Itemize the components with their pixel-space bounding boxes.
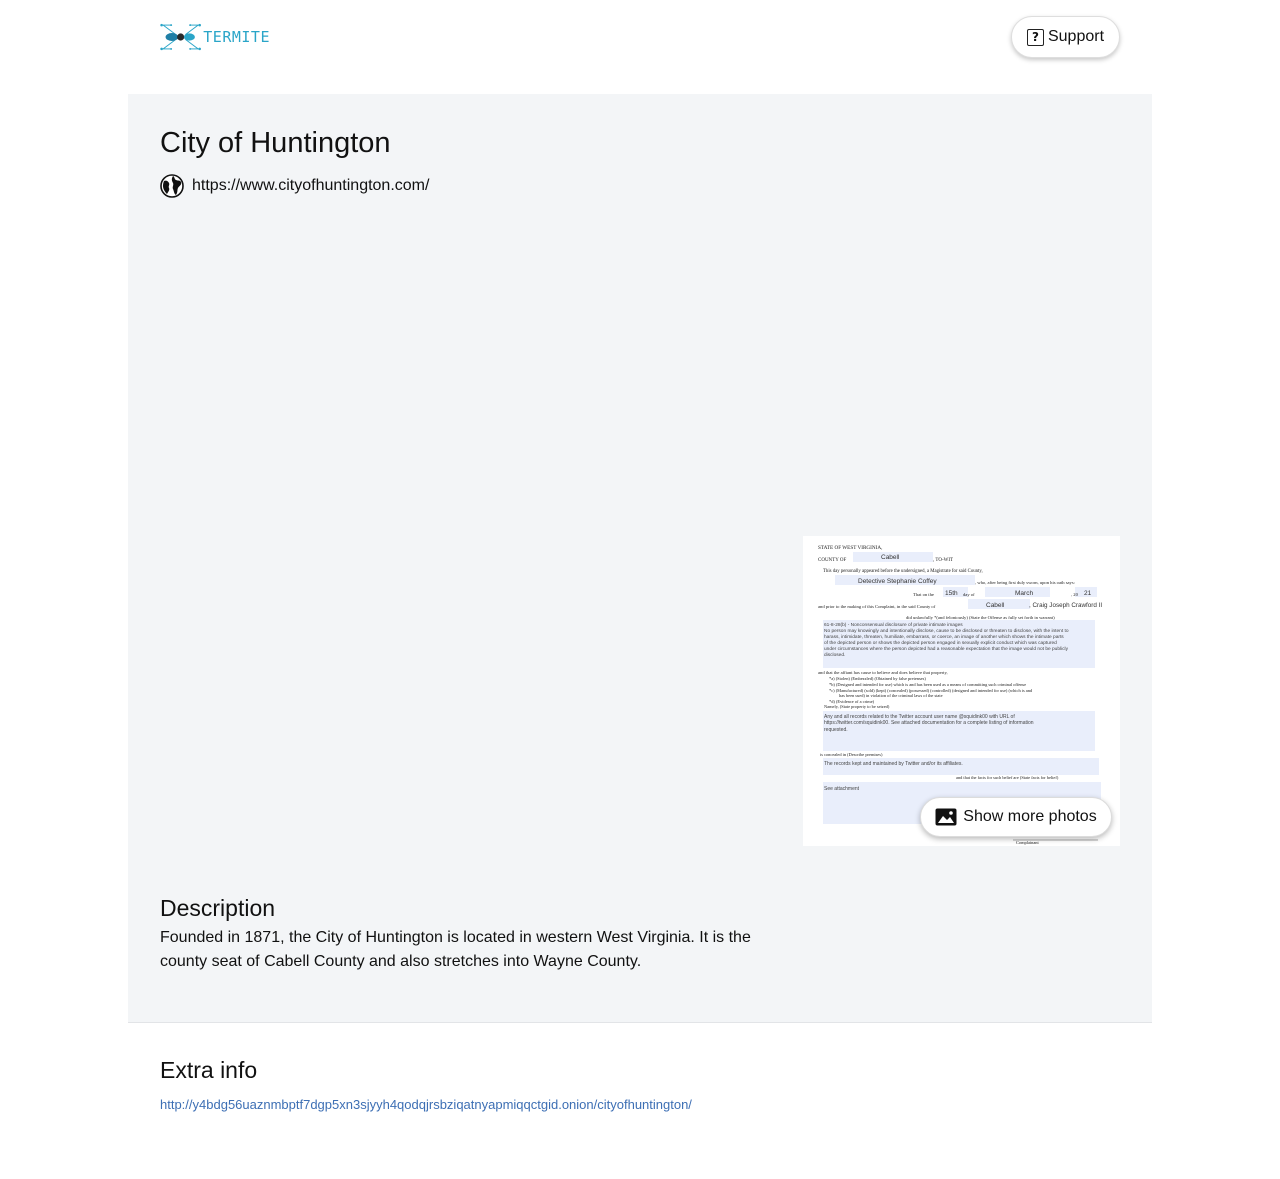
show-more-photos-button[interactable] — [920, 797, 1112, 837]
doc-month-value: March — [1015, 590, 1034, 597]
termite-logo-icon — [160, 19, 201, 55]
doc-offense-2: No person may knowingly and intentionally disclose, cause to be disclosed or threaten to disclose, with the intent to — [824, 629, 1069, 634]
image-icon — [935, 808, 957, 826]
doc-facts: and that the facts for such belief are (State facts for belief) — [956, 775, 1059, 780]
doc-offense-6: disclosed. — [824, 653, 846, 658]
doc-item-a: *a) (Stolen) (Embezzled) (Obtained by false pretenses) — [829, 676, 926, 681]
show-more-photos-label: Show more photos — [963, 808, 1097, 825]
extra-info-heading: Extra info — [160, 1057, 258, 1083]
doc-item-c: *c) (Manufactured) (sold) (kept) (concealed) (possessed) (controlled) (designed and intended for use) (which is and — [829, 688, 1033, 693]
doc-item-d: *d) (Evidence of a crime) — [829, 699, 875, 704]
doc-complainant: Complainant — [1016, 840, 1039, 845]
website-row — [160, 174, 429, 198]
doc-concealed: is concealed in (Describe premises) — [820, 752, 883, 757]
doc-item-b: *b) (Designed and intended for use) which is and has been used as a means of committing such criminal offense — [829, 682, 1027, 687]
doc-offense-3: harass, intimidate, threaten, humiliate, embarrass, or coerce, an image of another which shows the intimate parts — [824, 635, 1064, 640]
doc-county-label: COUNTY OF — [818, 558, 847, 563]
doc-defendant: , Craig Joseph Crawford II — [1029, 602, 1103, 609]
logo-text: TERMITE — [203, 28, 270, 46]
doc-see-attachment: See attachment — [824, 786, 860, 792]
doc-appeared: This day personally appeared before the undersigned, a Magistrate for said County, — [823, 569, 983, 574]
doc-officer: Detective Stephanie Coffey — [858, 578, 937, 585]
doc-to-wit: , TO-WIT — [933, 558, 954, 563]
doc-did-unlawfully: did unlawfully *(and feloniously) (State the Offense as fully set forth in warrant) — [906, 615, 1055, 620]
description-text: Founded in 1871, the City of Huntington is located in western West Virginia. It is the county seat of Cabell County and also stretches into Wayne County. — [160, 929, 751, 970]
website-link[interactable]: https://www.cityofhuntington.com/ — [192, 177, 430, 194]
doc-day-of: day of — [963, 592, 975, 597]
doc-that-on-the: That on the — [913, 592, 934, 597]
onion-link[interactable]: http://y4bdg56uaznmbptf7dgp5xn3sjyyh4qodqjrsbziqatnyapmiqqctgid.onion/cityofhuntington/ — [160, 1097, 692, 1112]
doc-county-value: Cabell — [881, 554, 900, 561]
description-heading: Description — [160, 895, 276, 921]
question-box-icon: ? — [1027, 29, 1044, 46]
page-title: City of Huntington — [160, 127, 391, 159]
doc-day-value: 15th — [945, 590, 958, 597]
doc-affiant: and that the affiant has cause to believe and does believe that property, — [818, 670, 948, 675]
doc-records-3: requested. — [824, 727, 848, 733]
doc-premises: The records kept and maintained by Twitter and/or its affiliates. — [824, 761, 963, 767]
globe-icon — [160, 174, 184, 198]
doc-county-value-2: Cabell — [986, 602, 1005, 609]
doc-offense-5: under circumstances where the person depicted had a reasonable expectation that the image would not be publicly — [824, 647, 1068, 652]
doc-year-value: 21 — [1084, 590, 1092, 597]
entity-panel — [128, 94, 1152, 1023]
doc-offense-1: 61-8-28(b) - Nonconsensual disclosure of private intimate images — [824, 623, 963, 628]
doc-oath: , who, after being first duly sworn, upon his oath says: — [975, 580, 1075, 585]
site-header — [0, 0, 1280, 94]
doc-records-2: https://twitter.com/squidink00. See attached documentation for a complete listing of information — [824, 720, 1034, 726]
support-label: Support — [1047, 28, 1105, 45]
doc-state-line: STATE OF WEST VIRGINIA, — [818, 545, 883, 551]
doc-records-1: Any and all records related to the Twitter account user name @squidink00 with URL of — [824, 714, 1015, 720]
doc-namely: Namely, (State property to be seized) — [824, 704, 890, 709]
support-button[interactable] — [1011, 16, 1120, 58]
doc-item-c2: has been used) in violation of the criminal laws of the state — [839, 693, 943, 698]
doc-year-prefix: , 20 — [1071, 592, 1078, 597]
doc-offense-4: of the depicted person or shows the depicted person engaged in sexually explicit conduct which was captured — [824, 641, 1057, 646]
doc-prior: and prior to the making of this Complaint, in the said County of — [818, 604, 936, 609]
termite-logo[interactable] — [160, 19, 270, 55]
